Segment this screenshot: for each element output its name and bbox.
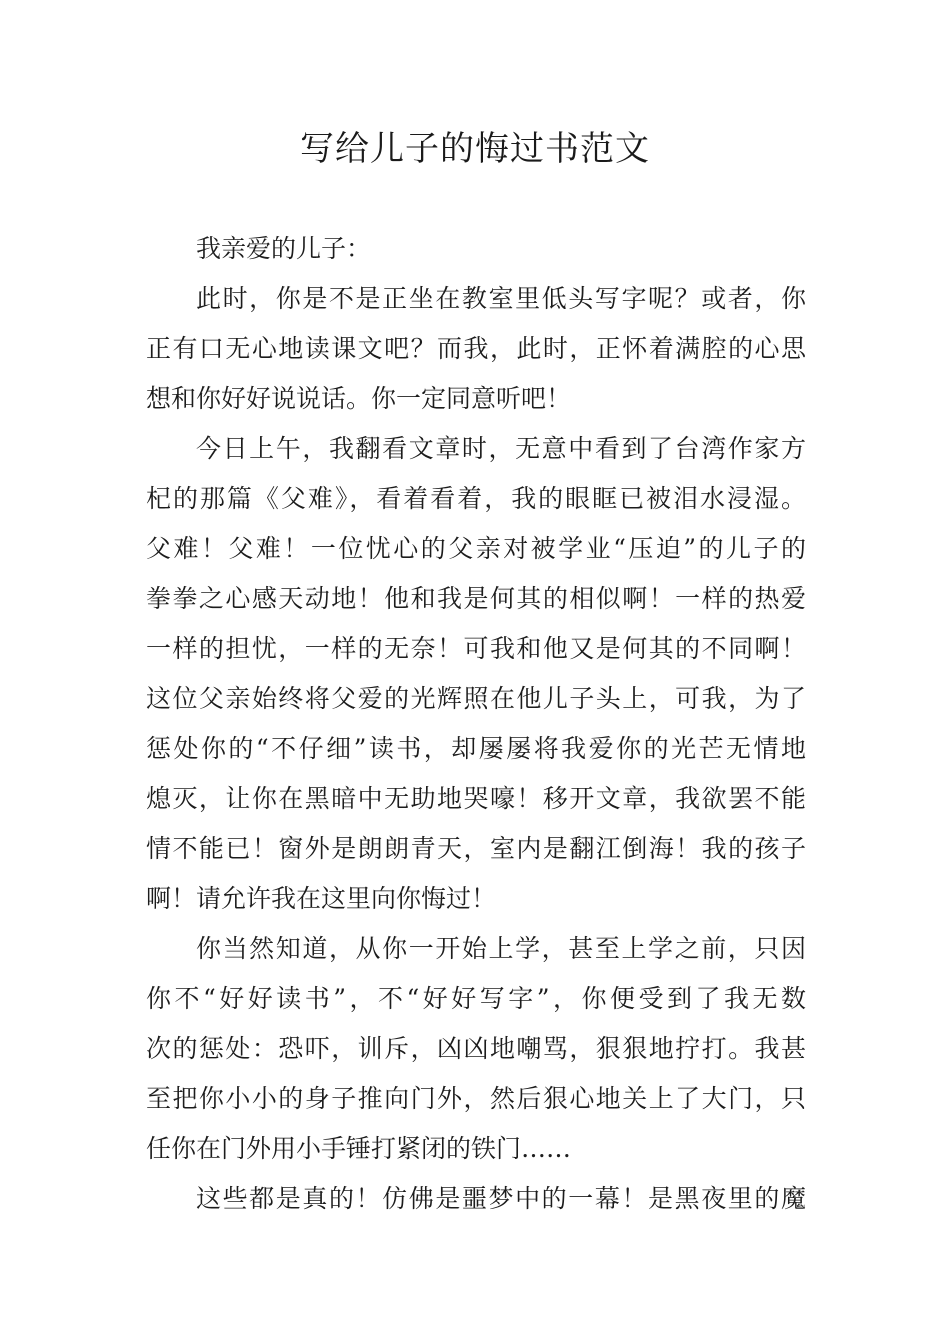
text-line: 任你在门外用小手锤打紧闭的铁门……	[146, 1134, 572, 1163]
text-line: 情不能已！窗外是朗朗青天，室内是翻江倒海！我的孩子	[146, 834, 806, 863]
text-line: 我亲爱的儿子：	[196, 234, 372, 263]
text-line: 熄灭，让你在黑暗中无助地哭嚎！移开文章，我欲罢不能	[146, 784, 806, 813]
text-line: 父难！父难！一位忧心的父亲对被学业“压迫”的儿子的	[146, 534, 806, 563]
text-line: 今日上午，我翻看文章时，无意中看到了台湾作家方	[196, 434, 806, 463]
text-line: 杞的那篇《父难》，看着看着，我的眼眶已被泪水浸湿。	[146, 484, 806, 513]
document-title: 写给儿子的悔过书范文	[300, 129, 650, 169]
text-line: 想和你好好说说话。你一定同意听吧！	[146, 384, 572, 413]
text-line: 这位父亲始终将父爱的光辉照在他儿子头上，可我，为了	[146, 684, 806, 713]
text-line: 至把你小小的身子推向门外，然后狠心地关上了大门，只	[146, 1084, 806, 1113]
text-line: 惩处你的“不仔细”读书，却屡屡将我爱你的光芒无情地	[146, 734, 806, 763]
text-line: 你不“好好读书”，不“好好写字”，你便受到了我无数	[146, 984, 806, 1013]
text-line: 你当然知道，从你一开始上学，甚至上学之前，只因	[196, 934, 806, 963]
text-line: 拳拳之心感天动地！他和我是何其的相似啊！一样的热爱	[146, 584, 806, 613]
text-line: 此时，你是不是正坐在教室里低头写字呢？或者，你	[196, 284, 806, 313]
text-line: 啊！请允许我在这里向你悔过！	[146, 884, 497, 913]
text-line: 一样的担忧，一样的无奈！可我和他又是何其的不同啊！	[146, 634, 806, 663]
text-line: 这些都是真的！仿佛是噩梦中的一幕！是黑夜里的魔	[196, 1184, 806, 1213]
text-line: 正有口无心地读课文吧？而我，此时，正怀着满腔的心思	[146, 334, 806, 363]
text-line: 次的惩处：恐吓，训斥，凶凶地嘲骂，狠狠地拧打。我甚	[146, 1034, 806, 1063]
document-body	[146, 224, 806, 1224]
